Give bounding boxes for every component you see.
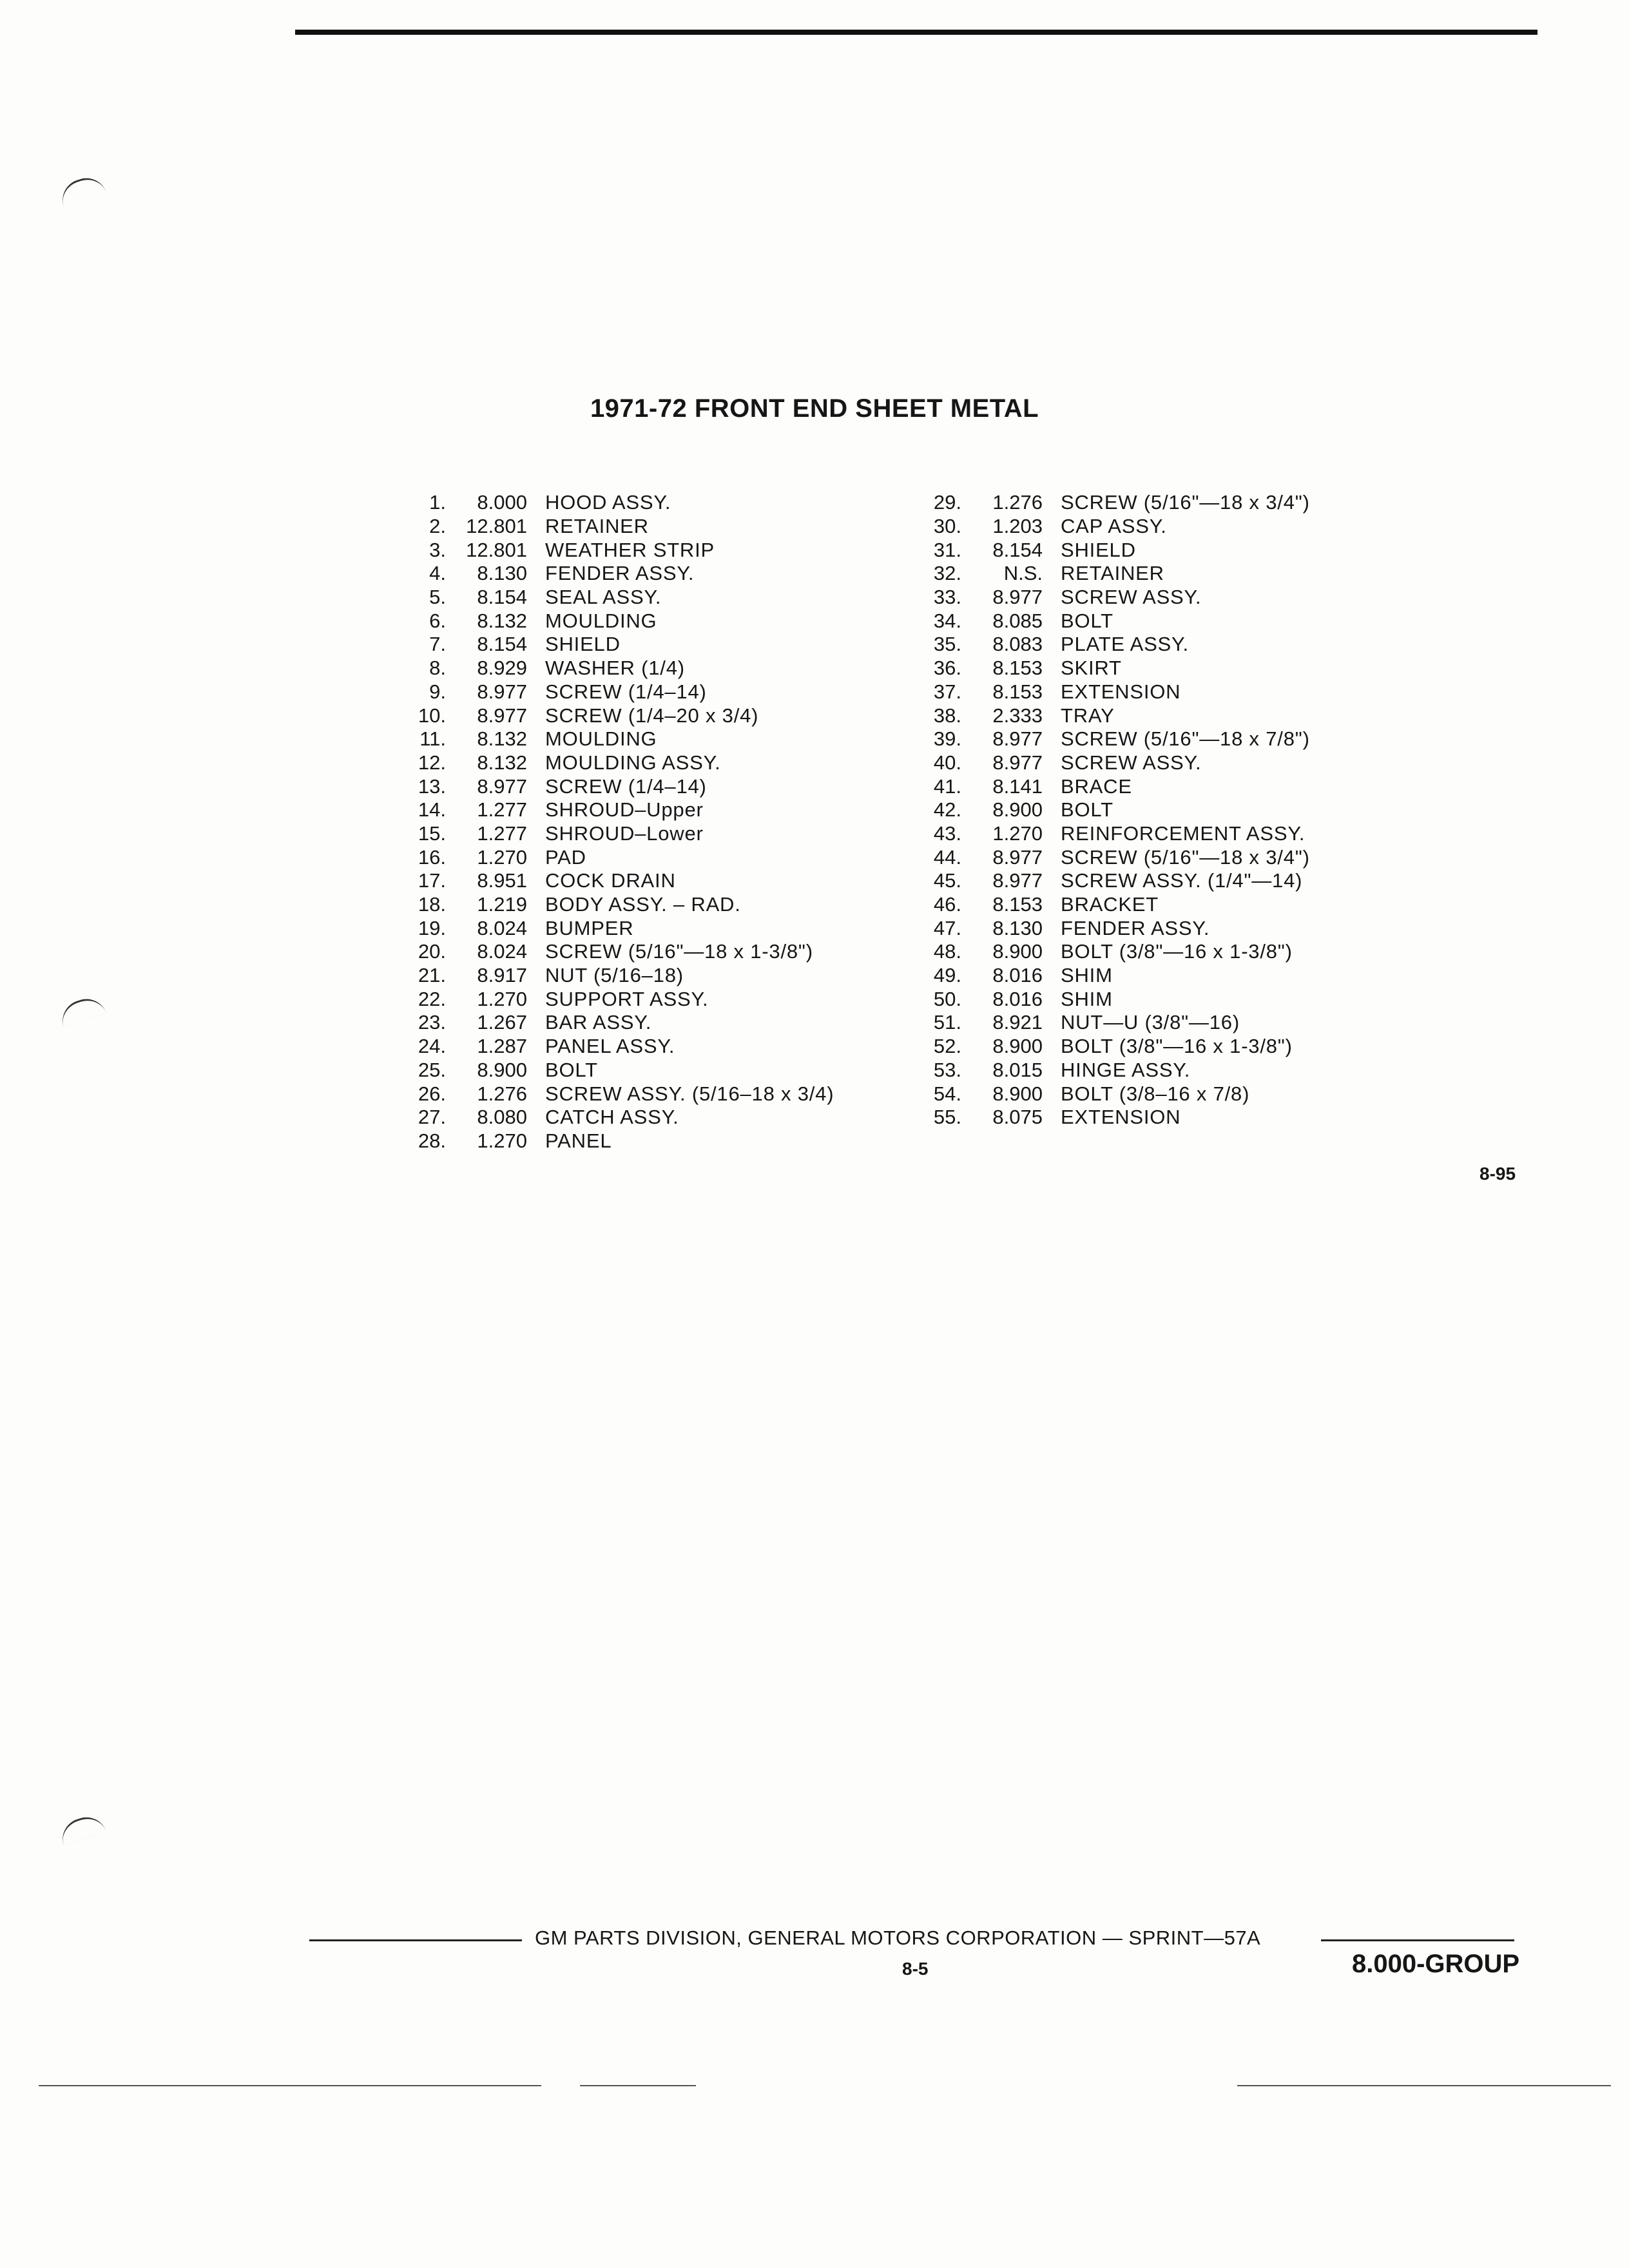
part-description: BOLT (1061, 798, 1113, 822)
part-row (909, 633, 1310, 657)
part-row (909, 609, 1310, 633)
item-number: 44. (933, 845, 961, 869)
part-group-number: 8.977 (992, 845, 1043, 869)
part-row (393, 1059, 834, 1082)
part-group-number: 8.900 (992, 1035, 1043, 1058)
part-group-number: 8.153 (992, 680, 1043, 703)
item-number: 52. (933, 1035, 961, 1058)
part-group-number: 1.276 (992, 491, 1043, 514)
part-description: RETAINER (545, 515, 649, 538)
part-row (393, 727, 834, 751)
part-description: SCREW (5/16"—18 x 3/4") (1061, 491, 1310, 514)
part-description: MOULDING ASSY. (545, 751, 721, 774)
page-title: 1971-72 FRONT END SHEET METAL (590, 394, 1039, 423)
part-group-number: 8.024 (477, 940, 527, 963)
part-group-number: 8.083 (992, 633, 1043, 656)
part-group-number: 8.132 (477, 751, 527, 774)
part-row (909, 727, 1310, 751)
part-row (393, 586, 834, 610)
footer-group-label: 8.000-GROUP (1352, 1950, 1520, 1978)
item-number: 22. (418, 987, 446, 1010)
item-number: 24. (418, 1035, 446, 1058)
part-group-number: 8.900 (992, 1082, 1043, 1105)
part-description: MOULDING (545, 727, 657, 751)
part-group-number: 8.900 (992, 940, 1043, 963)
item-number: 27. (418, 1106, 446, 1129)
part-row (909, 822, 1310, 846)
part-description: SUPPORT ASSY. (545, 987, 709, 1010)
part-group-number: 8.977 (992, 586, 1043, 609)
item-number: 7. (429, 633, 446, 656)
item-number: 1. (429, 491, 446, 514)
item-number: 40. (933, 751, 961, 774)
part-group-number: 8.080 (477, 1106, 527, 1129)
item-number: 38. (933, 704, 961, 727)
part-row (909, 869, 1310, 893)
part-description: REINFORCEMENT ASSY. (1061, 822, 1306, 845)
item-number: 32. (933, 562, 961, 585)
part-description: SKIRT (1061, 657, 1122, 680)
part-row (909, 1035, 1310, 1059)
part-description: SCREW (1/4–20 x 3/4) (545, 704, 759, 727)
part-row (909, 657, 1310, 680)
item-number: 49. (933, 964, 961, 987)
item-number: 10. (418, 704, 446, 727)
item-number: 26. (418, 1082, 446, 1105)
part-description: SHIM (1061, 964, 1113, 987)
part-description: TRAY (1061, 704, 1115, 727)
part-group-number: 1.277 (477, 822, 527, 845)
part-row (393, 893, 834, 917)
part-description: SHIELD (545, 633, 621, 656)
part-description: SCREW (5/16"—18 x 1-3/8") (545, 940, 813, 963)
item-number: 35. (933, 633, 961, 656)
part-group-number: 1.270 (992, 822, 1043, 845)
item-number: 30. (933, 515, 961, 538)
item-number: 9. (429, 680, 446, 703)
item-number: 51. (933, 1011, 961, 1034)
item-number: 39. (933, 727, 961, 751)
part-row (909, 1059, 1310, 1082)
part-row (909, 751, 1310, 775)
part-description: PAD (545, 845, 586, 869)
part-row (909, 680, 1310, 704)
part-row (393, 657, 834, 680)
item-number: 4. (429, 562, 446, 585)
part-group-number: 8.130 (477, 562, 527, 585)
part-group-number: 8.977 (992, 869, 1043, 892)
part-group-number: 8.085 (992, 609, 1043, 632)
part-row (393, 538, 834, 562)
part-group-number: 8.075 (992, 1106, 1043, 1129)
part-description: EXTENSION (1061, 1106, 1181, 1129)
item-number: 11. (419, 727, 446, 751)
part-group-number: 8.977 (992, 727, 1043, 751)
part-group-number: 1.219 (477, 893, 527, 916)
part-row (393, 491, 834, 515)
part-description: BRACKET (1061, 893, 1159, 916)
part-group-number: 1.270 (477, 987, 527, 1010)
part-description: SCREW (5/16"—18 x 7/8") (1061, 727, 1310, 751)
item-number: 13. (418, 774, 446, 798)
item-number: 55. (933, 1106, 961, 1129)
part-description: BOLT (3/8"—16 x 1-3/8") (1061, 940, 1293, 963)
part-row (393, 633, 834, 657)
part-row (393, 515, 834, 539)
part-group-number: 8.132 (477, 727, 527, 751)
part-description: FENDER ASSY. (1061, 916, 1210, 939)
part-description: HOOD ASSY. (545, 491, 671, 514)
part-group-number: 8.900 (477, 1058, 527, 1081)
item-number: 45. (933, 869, 961, 892)
part-group-number: 8.977 (477, 774, 527, 798)
part-description: WASHER (1/4) (545, 657, 685, 680)
item-number: 20. (418, 940, 446, 963)
part-row (909, 845, 1310, 869)
part-group-number: 8.977 (992, 751, 1043, 774)
part-row (393, 774, 834, 798)
part-row (909, 515, 1310, 539)
part-group-number: 8.130 (992, 916, 1043, 939)
item-number: 43. (933, 822, 961, 845)
part-group-number: N.S. (1003, 562, 1043, 585)
part-description: BOLT (3/8–16 x 7/8) (1061, 1082, 1250, 1105)
item-number: 8. (429, 657, 446, 680)
item-number: 17. (418, 869, 446, 892)
part-row (393, 1106, 834, 1129)
part-group-number: 1.287 (477, 1035, 527, 1058)
part-description: SCREW ASSY. (5/16–18 x 3/4) (545, 1082, 834, 1105)
part-description: BUMPER (545, 916, 634, 939)
part-group-number: 8.977 (477, 704, 527, 727)
part-description: EXTENSION (1061, 680, 1181, 703)
part-description: BAR ASSY. (545, 1011, 652, 1034)
part-description: NUT (5/16–18) (545, 964, 684, 987)
part-description: SCREW (5/16"—18 x 3/4") (1061, 845, 1310, 869)
part-group-number: 8.000 (477, 491, 527, 514)
part-description: SHIM (1061, 987, 1113, 1010)
part-row (393, 916, 834, 940)
part-row (909, 1082, 1310, 1106)
part-description: COCK DRAIN (545, 869, 676, 892)
part-description: BODY ASSY. – RAD. (545, 893, 741, 916)
item-number: 2. (429, 515, 446, 538)
part-row (393, 1129, 834, 1153)
item-number: 54. (933, 1082, 961, 1105)
part-row (909, 893, 1310, 917)
part-description: SEAL ASSY. (545, 586, 662, 609)
part-row (909, 1106, 1310, 1129)
scan-mark (57, 994, 107, 1028)
part-row (909, 704, 1310, 727)
item-number: 50. (933, 987, 961, 1010)
part-row (393, 869, 834, 893)
item-number: 21. (418, 964, 446, 987)
item-number: 53. (933, 1058, 961, 1081)
item-number: 18. (418, 893, 446, 916)
part-description: MOULDING (545, 609, 657, 632)
part-group-number: 2.333 (992, 704, 1043, 727)
part-row (393, 798, 834, 822)
part-group-number: 8.016 (992, 987, 1043, 1010)
part-group-number: 8.141 (992, 774, 1043, 798)
part-description: PANEL ASSY. (545, 1035, 675, 1058)
part-group-number: 8.951 (477, 869, 527, 892)
part-group-number: 12.801 (466, 538, 527, 561)
part-row (909, 940, 1310, 964)
part-row (393, 940, 834, 964)
part-description: BOLT (1061, 609, 1113, 632)
part-description: PLATE ASSY. (1061, 633, 1189, 656)
part-group-number: 8.900 (992, 798, 1043, 822)
item-number: 46. (933, 893, 961, 916)
part-group-number: 8.154 (477, 586, 527, 609)
part-row (909, 774, 1310, 798)
item-number: 12. (418, 751, 446, 774)
part-description: SCREW (1/4–14) (545, 680, 707, 703)
part-row (393, 1082, 834, 1106)
part-group-number: 8.016 (992, 964, 1043, 987)
part-description: SCREW (1/4–14) (545, 774, 707, 798)
part-group-number: 8.015 (992, 1058, 1043, 1081)
item-number: 31. (933, 538, 961, 561)
bottom-rule (39, 2085, 541, 2086)
part-group-number: 1.270 (477, 1129, 527, 1152)
item-number: 41. (933, 774, 961, 798)
part-group-number: 1.203 (992, 515, 1043, 538)
part-description: CAP ASSY. (1061, 515, 1167, 538)
part-row (909, 987, 1310, 1011)
footer-rule-right (1321, 1939, 1514, 1941)
part-group-number: 1.270 (477, 845, 527, 869)
part-description: PANEL (545, 1129, 612, 1152)
part-description: SCREW ASSY. (1061, 586, 1202, 609)
footer-page-number: 8-5 (902, 1959, 929, 1979)
part-group-number: 12.801 (466, 515, 527, 538)
part-group-number: 8.921 (992, 1011, 1043, 1034)
part-group-number: 8.929 (477, 657, 527, 680)
part-row (909, 538, 1310, 562)
part-row (393, 609, 834, 633)
item-number: 36. (933, 657, 961, 680)
part-description: FENDER ASSY. (545, 562, 695, 585)
part-description: BOLT (545, 1058, 598, 1081)
part-group-number: 8.024 (477, 916, 527, 939)
item-number: 19. (418, 916, 446, 939)
page-reference: 8-95 (1480, 1164, 1516, 1184)
part-description: BOLT (3/8"—16 x 1-3/8") (1061, 1035, 1293, 1058)
scan-mark (57, 1812, 107, 1846)
part-description: SHIELD (1061, 538, 1136, 561)
part-group-number: 8.977 (477, 680, 527, 703)
part-description: SHROUD–Upper (545, 798, 704, 822)
item-number: 14. (418, 798, 446, 822)
part-description: BRACE (1061, 774, 1132, 798)
part-row (393, 1011, 834, 1035)
part-group-number: 8.132 (477, 609, 527, 632)
bottom-rule (580, 2085, 696, 2086)
item-number: 25. (418, 1058, 446, 1081)
item-number: 16. (418, 845, 446, 869)
item-number: 5. (429, 586, 446, 609)
part-row (393, 1035, 834, 1059)
part-group-number: 8.154 (477, 633, 527, 656)
part-row (393, 845, 834, 869)
parts-list-left (393, 491, 834, 1153)
item-number: 42. (933, 798, 961, 822)
item-number: 28. (418, 1129, 446, 1152)
footer-text: GM PARTS DIVISION, GENERAL MOTORS CORPORATION — SPRINT—57A (535, 1927, 1261, 1949)
part-row (909, 916, 1310, 940)
part-row (393, 704, 834, 727)
item-number: 23. (418, 1011, 446, 1034)
item-number: 15. (418, 822, 446, 845)
part-row (909, 798, 1310, 822)
part-group-number: 8.153 (992, 657, 1043, 680)
item-number: 3. (429, 538, 446, 561)
item-number: 6. (429, 609, 446, 632)
part-description: CATCH ASSY. (545, 1106, 679, 1129)
item-number: 33. (933, 586, 961, 609)
part-group-number: 1.276 (477, 1082, 527, 1105)
part-row (909, 586, 1310, 610)
part-row (909, 562, 1310, 586)
bottom-rule (1237, 2085, 1611, 2086)
part-row (909, 964, 1310, 988)
part-group-number: 8.917 (477, 964, 527, 987)
part-description: SCREW ASSY. (1061, 751, 1202, 774)
part-row (393, 751, 834, 775)
part-group-number: 1.277 (477, 798, 527, 822)
part-description: RETAINER (1061, 562, 1164, 585)
part-row (393, 822, 834, 846)
part-description: HINGE ASSY. (1061, 1058, 1191, 1081)
part-description: SHROUD–Lower (545, 822, 704, 845)
part-group-number: 1.267 (477, 1011, 527, 1034)
part-group-number: 8.154 (992, 538, 1043, 561)
part-row (393, 680, 834, 704)
part-description: WEATHER STRIP (545, 538, 715, 561)
item-number: 29. (933, 491, 961, 514)
top-rule (295, 30, 1537, 35)
part-row (909, 1011, 1310, 1035)
item-number: 48. (933, 940, 961, 963)
part-description: SCREW ASSY. (1/4"—14) (1061, 869, 1303, 892)
part-row (393, 964, 834, 988)
part-group-number: 8.153 (992, 893, 1043, 916)
scan-mark (57, 173, 107, 207)
part-row (909, 491, 1310, 515)
item-number: 34. (933, 609, 961, 632)
footer-rule-left (309, 1939, 522, 1941)
item-number: 47. (933, 916, 961, 939)
item-number: 37. (933, 680, 961, 703)
part-row (393, 562, 834, 586)
parts-list-right (909, 491, 1310, 1129)
part-description: NUT—U (3/8"—16) (1061, 1011, 1240, 1034)
part-row (393, 987, 834, 1011)
